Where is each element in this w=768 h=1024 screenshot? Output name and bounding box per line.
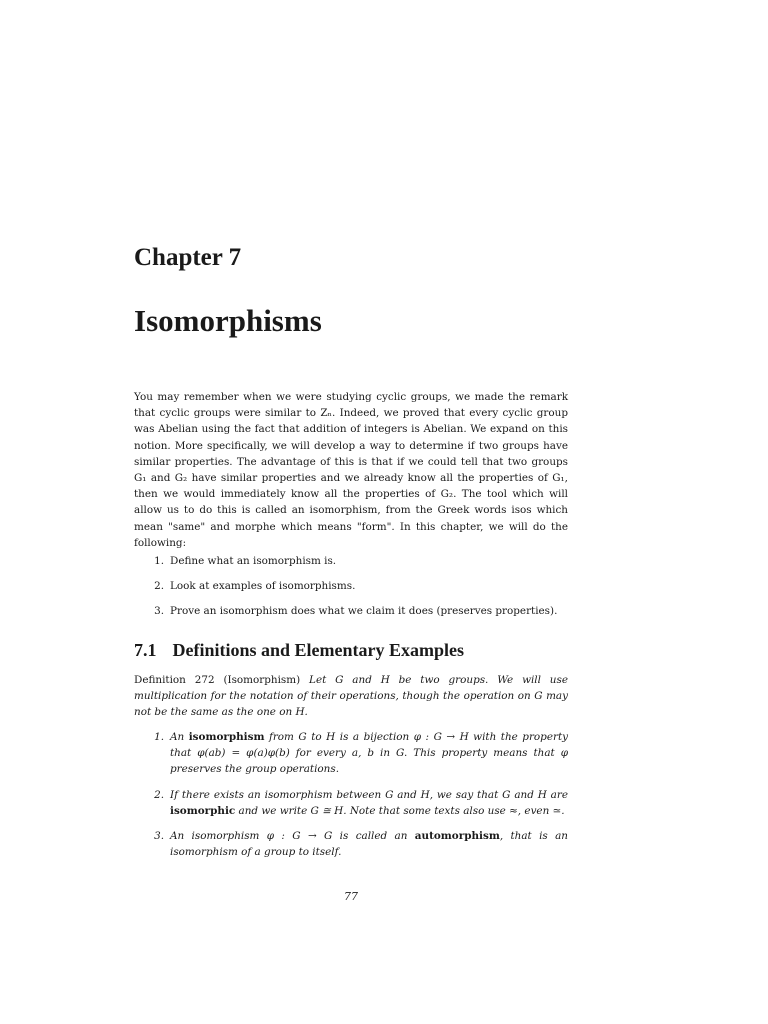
list-item-text: If there exists an isomorphism between G and H, we say that G and H are [170, 788, 568, 801]
chapter-title: Isomorphisms [134, 303, 322, 338]
list-item-text: and we write G ≅ H. Note that some texts also use ≈, even ≃. [235, 804, 565, 817]
list-item-number: 3. [154, 830, 164, 843]
section-number: 7.1 [134, 640, 157, 660]
list-item-body [170, 729, 568, 778]
list-item-text: from G to H is a bijection φ : G → H with the property that φ(ab) = φ(a)φ(b) for every a, b in G. This property means that φ preserves the group operations. [170, 731, 568, 776]
chapter-label: Chapter 7 [134, 244, 242, 271]
intro-paragraph: You may remember when we were studying cyclic groups, we made the remark that cyclic groups were similar to Zₙ. Indeed, we proved that every cyclic group was Abelian using the fact that addition of integers is Abelian. We expand on this notion. More specifically, we will develop a way to determine if two groups have similar properties. The advantage of this is that if we could tell that two groups G₁ and G₂ have similar properties and we already know all the properties of G₁, then we would immediately know all the properties of G₂. The tool which will allow us to do this is called an isomorphism, from the Greek words isos which mean "same" and morphe which means "form". In this chapter, we will do the following: [134, 391, 568, 549]
list-item [134, 578, 568, 594]
list-item-number: 2. [154, 788, 164, 801]
list-item [134, 553, 568, 569]
list-item-number: 1. [154, 731, 164, 743]
intro-list [134, 553, 568, 628]
definition-text: Let G and H be two groups. We will use multiplication for the notation of their operations, though the operation on G may not be the same as the one on H. [134, 674, 568, 719]
list-item-text: An [170, 731, 189, 743]
list-item-body [170, 787, 568, 819]
list-item-number: 3. [154, 605, 164, 617]
defined-term: isomorphism [188, 731, 265, 743]
list-item [134, 603, 568, 619]
list-item-text: Define what an isomorphism is. [170, 555, 337, 567]
list-item-text: Look at examples of isomorphisms. [170, 580, 356, 592]
definition-paragraph [134, 672, 568, 721]
definition-list [134, 729, 568, 869]
list-item [134, 828, 568, 860]
list-item-text: Prove an isomorphism does what we claim it does (preserves properties). [170, 605, 558, 617]
section-title: Definitions and Elementary Examples [172, 640, 465, 660]
page-number: 77 [344, 890, 358, 903]
defined-term: automorphism [414, 830, 500, 843]
list-item-text: , that is an isomorphism of a group to itself. [170, 830, 568, 859]
list-item [134, 787, 568, 819]
list-item-number: 2. [154, 580, 164, 592]
list-item [134, 729, 568, 778]
list-item-number: 1. [154, 555, 164, 567]
section-heading [134, 640, 464, 661]
definition-head: Definition 272 (Isomorphism) [134, 674, 301, 686]
list-item-text: An isomorphism φ : G → G is called an [170, 830, 415, 843]
list-item-body [170, 828, 568, 860]
defined-term: isomorphic [170, 804, 236, 817]
